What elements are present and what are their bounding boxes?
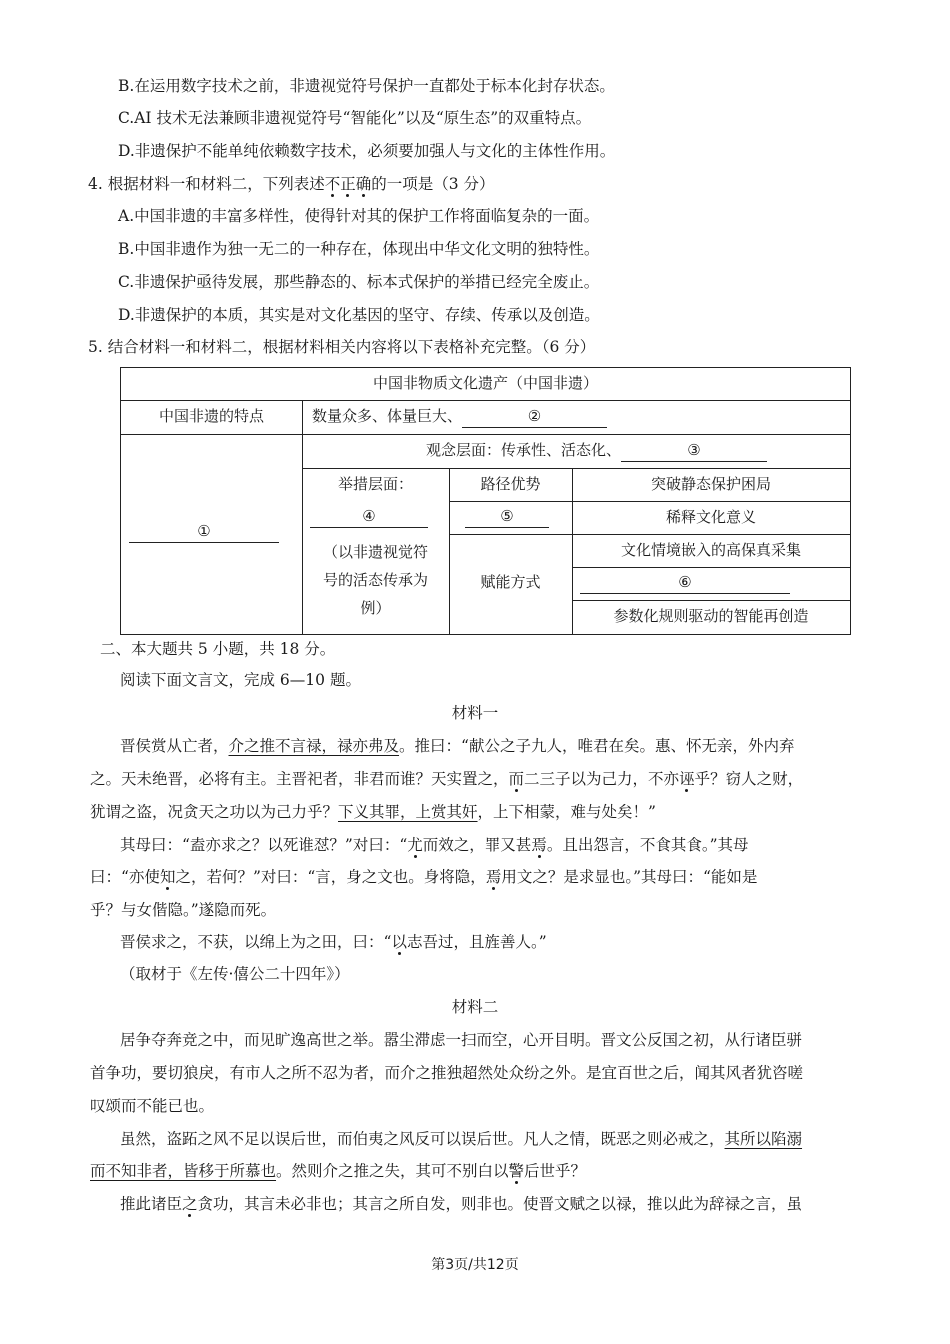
- m1-line-7: 晋侯求之，不获，以绵上为之田，曰：“以志吾过，且旌善人。”: [120, 933, 547, 951]
- m1-line-6: 乎？与女偕隐。”遂隐而死。: [90, 901, 277, 919]
- m1-line-3: 犹谓之盗，况贪天之功以为己力乎？下义其罪，上赏其奸，上下相蒙，难与处矣！”: [90, 803, 656, 821]
- m2-p1-line-1: 居争夺奔竞之中，而见旷逸高世之举。嚣尘滞虑一扫而空，心开目明。晋文公反国之初，从行诸臣骈: [120, 1031, 803, 1049]
- material-2-title: 材料二: [451, 998, 499, 1016]
- option-d-q3: D.非遗保护不能单纯依赖数字技术，必须要加强人与文化的主体性作用。: [118, 142, 616, 160]
- option-d-q4: D.非遗保护的本质，其实是对文化基因的坚守、存续、传承以及创造。: [118, 306, 600, 324]
- blank-1-cell: [129, 520, 294, 543]
- blank-1[interactable]: ①: [129, 520, 279, 543]
- section-2-intro: 阅读下面文言文，完成 6—10 题。: [120, 671, 361, 689]
- section-2-heading: 二、本大题共 5 小题，共 18 分。: [100, 640, 336, 658]
- blank-5-cell: [465, 505, 565, 528]
- option-c-q3: C.AI 技术无法兼顾非遗视觉符号“智能化”以及“原生态”的双重特点。: [118, 109, 592, 127]
- m2-p2-line-1: 虽然，盗跖之风不足以误后世，而伯夷之风反可以误后世。凡人之情，既恶之则必戒之，其所以陷溺: [120, 1130, 803, 1148]
- m2-p2-line-2: 而不知非者，皆移于所慕也。然则介之推之失，其可不别白以警后世乎？: [90, 1162, 587, 1180]
- meaning-value: 稀释文化意义: [665, 508, 756, 526]
- table-title: 中国非物质文化遗产（中国非遗）: [372, 374, 598, 392]
- m1-source: （取材于《左传·僖公二十四年》）: [120, 965, 350, 983]
- m2-p1-line-3: 叹颂而不能已也。: [90, 1097, 215, 1115]
- measure-note: （以非遗视觉符 号的活态传承为 例）: [322, 543, 428, 617]
- empower-label: 赋能方式: [480, 573, 541, 591]
- option-a-q4: A.中国非遗的丰富多样性，使得针对其的保护工作将面临复杂的一面。: [118, 207, 600, 225]
- path-value: 突破静态保护困局: [650, 475, 771, 493]
- heritage-table: [120, 367, 851, 635]
- blank-6-cell: [580, 571, 840, 594]
- m1-line-5: 曰：“亦使知之，若何？”对曰：“言，身之文也。身将隐，焉用文之？是求显也。”其母曰：“能如是: [90, 868, 758, 886]
- m1-line-2: 之。天未绝晋，必将有主。主晋祀者，非君而谁？天实置之，而二三子以为己力，不亦诬乎？窃人之财，: [90, 770, 804, 788]
- concept-row: 观念层面：传承性、活态化、 ③: [302, 439, 850, 462]
- empower-item-1: 文化情境嵌入的高保真采集: [620, 541, 801, 559]
- page-footer: 第3页/共12页: [431, 1257, 519, 1273]
- m1-line-1: 晋侯赏从亡者，介之推不言禄，禄亦弗及。推曰：“献公之子九人，唯君在矣。惠、怀无亲，外内弃: [120, 737, 795, 755]
- m2-p3-line-1: 推此诸臣之贪功，其言未必非也；其言之所自发，则非也。使晋文赋之以禄，推以此为辞禄之言，虽: [120, 1195, 803, 1213]
- emphasis-not-correct: 不正确: [324, 175, 372, 193]
- blank-3[interactable]: ③: [621, 439, 767, 462]
- material-1-title: 材料一: [451, 704, 499, 722]
- m1-line-4: 其母曰：“盍亦求之？以死谁怼？”对曰：“尤而效之，罪又甚焉。且出怨言，不食其食。”其母: [120, 836, 749, 854]
- blank-4-cell: [310, 505, 440, 528]
- empower-item-3: 参数化规则驱动的智能再创造: [613, 607, 809, 625]
- blank-6[interactable]: ⑥: [580, 571, 790, 594]
- measure-label: 举措层面：: [337, 475, 413, 493]
- question-4-stem: 4. 根据材料一和材料二，下列表述不正确的一项是（3 分）: [88, 175, 495, 193]
- m2-p1-line-2: 首争功，要切狼戾，有市人之所不忍为者，而介之推独超然处众纷之外。是宜百世之后，闻其风者犹咨嗟: [90, 1064, 804, 1082]
- feature-row: 数量众多、体量巨大、 ②: [312, 405, 842, 428]
- blank-5[interactable]: ⑤: [465, 505, 549, 528]
- option-b-q4: B.中国非遗作为独一无二的一种存在，体现出中华文化文明的独特性。: [118, 240, 600, 258]
- blank-2[interactable]: ②: [462, 405, 607, 428]
- option-b-q3: B.在运用数字技术之前，非遗视觉符号保护一直都处于标本化封存状态。: [118, 77, 615, 95]
- blank-4[interactable]: ④: [310, 505, 428, 528]
- question-5-stem: 5. 结合材料一和材料二，根据材料相关内容将以下表格补充完整。（6 分）: [88, 338, 596, 356]
- feature-label: 中国非遗的特点: [158, 407, 264, 425]
- option-c-q4: C.非遗保护亟待发展，那些静态的、标本式保护的举措已经完全废止。: [118, 273, 600, 291]
- path-label: 路径优势: [480, 475, 541, 493]
